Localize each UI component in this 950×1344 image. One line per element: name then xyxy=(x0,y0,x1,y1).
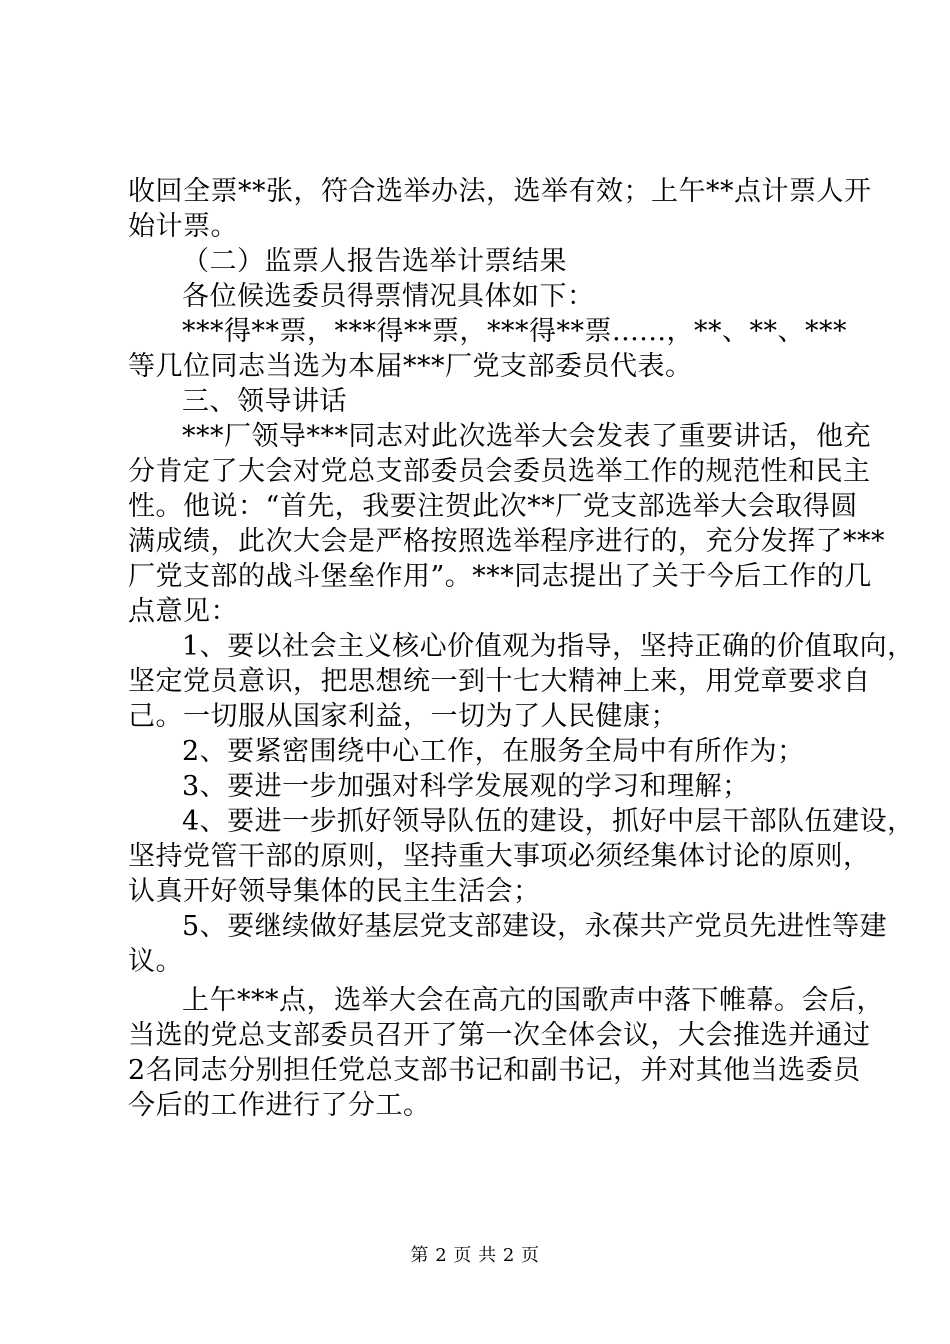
text-line: 分肯定了大会对党总支部委员会委员选举工作的规范性和民主 xyxy=(128,456,871,487)
document-body xyxy=(128,174,915,1123)
text-line: 1、要以社会主义核心价值观为指导，坚持正确的价值取向， xyxy=(182,631,915,662)
text-line: 点意见： xyxy=(128,596,238,627)
text-line: 当选的党总支部委员召开了第一次全体会议，大会推选并通过 xyxy=(128,1020,871,1051)
text-line: 认真开好领导集体的民主生活会； xyxy=(128,876,541,907)
text-line: 5、要继续做好基层党支部建设，永葆共产党员先进性等建 xyxy=(182,911,888,942)
text-line: 性。他说：“首先，我要注贺此次**厂党支部选举大会取得圆 xyxy=(128,491,858,522)
text-line: 收回全票**张，符合选举办法，选举有效；上午**点计票人开 xyxy=(128,176,872,207)
text-line: ***厂领导***同志对此次选举大会发表了重要讲话，他充 xyxy=(182,421,871,452)
text-line: ***得**票，***得**票，***得**票......，**、**、*** xyxy=(182,316,847,347)
text-line: 始计票。 xyxy=(128,211,238,242)
text-line: 坚持党管干部的原则，坚持重大事项必须经集体讨论的原则， xyxy=(128,841,871,872)
text-line: 三、领导讲话 xyxy=(182,386,347,417)
page-footer: 第 2 页 共 2 页 xyxy=(410,1245,540,1266)
text-line: 等几位同志当选为本届***厂党支部委员代表。 xyxy=(128,351,693,382)
text-line: 上午***点，选举大会在高亢的国歌声中落下帷幕。会后， xyxy=(182,985,884,1016)
text-line: 满成绩，此次大会是严格按照选举程序进行的，充分发挥了*** xyxy=(128,526,885,557)
text-line: 厂党支部的战斗堡垒作用”。***同志提出了关于今后工作的几 xyxy=(128,561,872,592)
text-line: 议。 xyxy=(128,946,183,977)
text-line: 己。一切服从国家利益，一切为了人民健康； xyxy=(128,701,678,732)
text-line: 各位候选委员得票情况具体如下： xyxy=(182,281,595,312)
text-line: 今后的工作进行了分工。 xyxy=(128,1090,431,1121)
text-line: 2、要紧密围绕中心工作，在服务全局中有所作为； xyxy=(182,736,805,767)
text-line: 2名同志分别担任党总支部书记和副书记，并对其他当选委员 xyxy=(128,1055,861,1086)
text-line: （二）监票人报告选举计票结果 xyxy=(182,246,567,277)
text-line: 坚定党员意识，把思想统一到十七大精神上来，用党章要求自 xyxy=(128,666,871,697)
text-line: 3、要进一步加强对科学发展观的学习和理解； xyxy=(182,771,750,802)
text-line: 4、要进一步抓好领导队伍的建设，抓好中层干部队伍建设， xyxy=(182,806,915,837)
